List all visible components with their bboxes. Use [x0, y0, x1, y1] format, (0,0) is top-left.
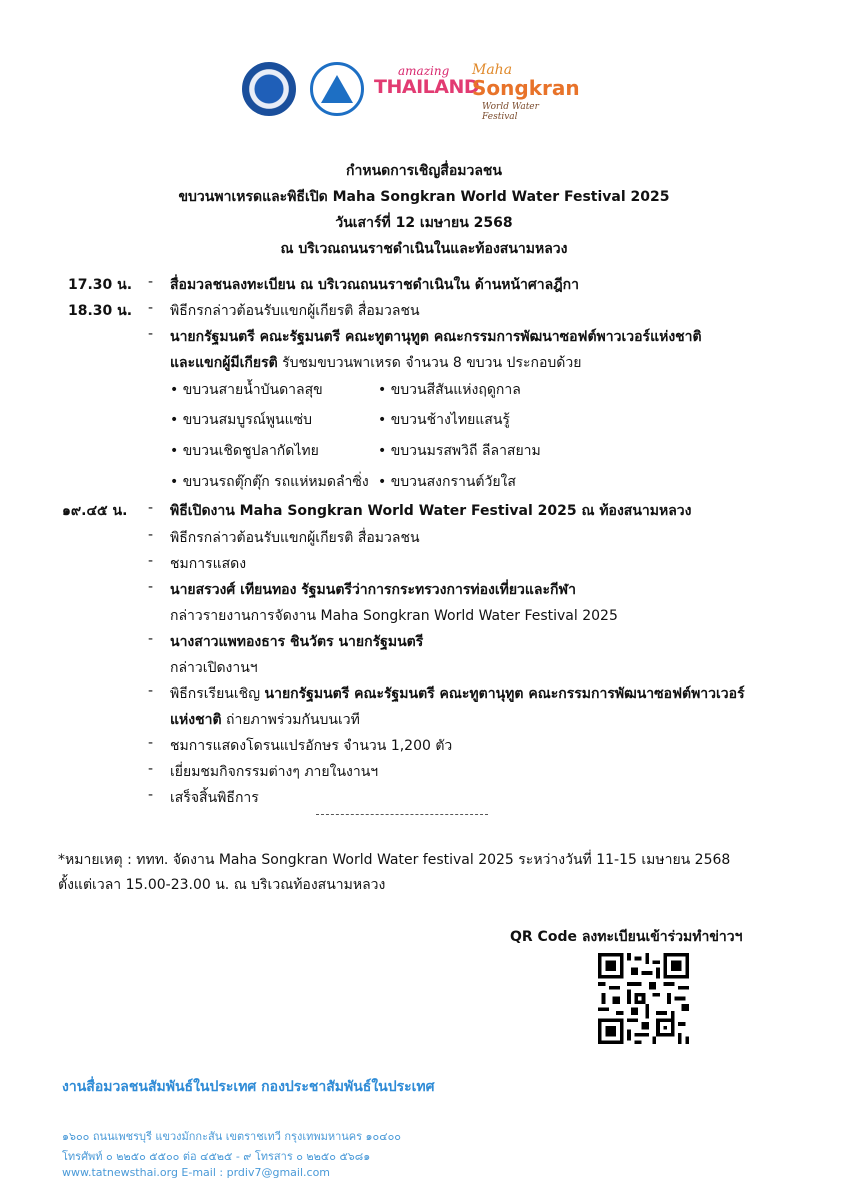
note	[58, 848, 730, 898]
schedule-item-cont: กล่าวรายงานการจัดงาน Maha Songkran World Water Festival 2025	[170, 608, 618, 624]
title-line: ขบวนพาเหรดและพิธีเปิด Maha Songkran World Water Festival 2025	[178, 189, 670, 205]
tat-logo	[310, 62, 364, 116]
schedule-item: นางสาวแพทองธาร ชินวัตร นายกรัฐมนตรี	[170, 634, 424, 650]
note-line: ตั้งแต่เวลา 15.00-23.00 น. ณ บริเวณท้องสนามหลวง	[58, 877, 386, 893]
parade-item: • ขบวนเชิดชูปลากัดไทย	[170, 443, 319, 459]
footer-address: ๑๖๐๐ ถนนเพชรบุรี แขวงมักกะสัน เขตราชเทวี กรุงเทพมหานคร ๑๐๔๐๐	[62, 1130, 401, 1143]
logo-bar	[0, 58, 848, 128]
schedule-item: พิธีกรเรียนเชิญ นายกรัฐมนตรี คณะรัฐมนตรี คณะทูตานุทูต คณะกรรมการพัฒนาซอฟต์พาวเวอร์	[170, 686, 745, 702]
document-title	[0, 158, 848, 262]
parade-item: • ขบวนมรสพวิถี ลีลาสยาม	[378, 443, 541, 459]
maha-songkran-logo: Maha Songkran World Water Festival	[472, 62, 580, 122]
amazing-thailand-logo: amazing THAILAND	[374, 64, 480, 98]
schedule-item: นายสรวงศ์ เทียนทอง รัฐมนตรีว่าการกระทรวงการท่องเที่ยวและกีฬา	[170, 582, 576, 598]
parade-item: • ขบวนสมบูรณ์พูนแซ่บ	[170, 412, 312, 428]
footer-title: งานสื่อมวลชนสัมพันธ์ในประเทศ กองประชาสัมพันธ์ในประเทศ	[62, 1079, 435, 1095]
dash: -	[148, 527, 154, 543]
divider	[316, 814, 488, 815]
dash: -	[148, 761, 154, 777]
footer-contact[interactable]: www.tatnewsthai.org E-mail : prdiv7@gmail.com	[62, 1166, 331, 1179]
schedule-item-cont: และแขกผู้มีเกียรติ รับชมขบวนพาเหรด จำนวน 8 ขบวน ประกอบด้วย	[170, 355, 582, 371]
schedule-item: พิธีกรกล่าวต้อนรับแขกผู้เกียรติ สื่อมวลชน	[170, 530, 420, 546]
dash: -	[148, 274, 154, 290]
dash: -	[148, 326, 154, 342]
government-seal-logo	[242, 62, 296, 116]
time-1730: 17.30 น.	[68, 277, 133, 293]
parade-item: • ขบวนช้างไทยแสนรู้	[378, 412, 510, 428]
schedule-item-cont: กล่าวเปิดงานฯ	[170, 660, 258, 676]
schedule-item: สื่อมวลชนลงทะเบียน ณ บริเวณถนนราชดำเนินใน ด้านหน้าศาลฎีกา	[170, 277, 579, 293]
qr-label: QR Code ลงทะเบียนเข้าร่วมทำข่าวฯ	[510, 929, 743, 945]
parade-item: • ขบวนรถตุ๊กตุ๊ก รถแห่หมดลำซิ่ง	[170, 474, 369, 490]
dash: -	[148, 631, 154, 647]
dash: -	[148, 683, 154, 699]
parade-item: • ขบวนสีสันแห่งฤดูกาล	[378, 382, 521, 398]
title-line: วันเสาร์ที่ 12 เมษายน 2568	[335, 215, 513, 231]
time-1830: 18.30 น.	[68, 303, 133, 319]
dash: -	[148, 787, 154, 803]
footer-phone: โทรศัพท์ ๐ ๒๒๕๐ ๕๕๐๐ ต่อ ๔๕๒๕ - ๙ โทรสาร ๐ ๒๒๕๐ ๕๖๘๑	[62, 1150, 371, 1163]
dash: -	[148, 300, 154, 316]
parade-item: • ขบวนสายน้ำบันดาลสุข	[170, 382, 323, 398]
schedule-item: ชมการแสดง	[170, 556, 247, 572]
note-line: *หมายเหตุ : ททท. จัดงาน Maha Songkran World Water festival 2025 ระหว่างวันที่ 11-15 เมษายน 2568	[58, 852, 731, 868]
schedule-item: เยี่ยมชมกิจกรรมต่างๆ ภายในงานฯ	[170, 764, 379, 780]
dash: -	[148, 500, 154, 516]
dash: -	[148, 735, 154, 751]
title-line: กำหนดการเชิญสื่อมวลชน	[346, 163, 502, 179]
dash: -	[148, 579, 154, 595]
title-line: ณ บริเวณถนนราชดำเนินในและท้องสนามหลวง	[280, 241, 568, 257]
time-1945: ๑๙.๔๕ น.	[62, 503, 128, 519]
schedule-item: ชมการแสดงโดรนแปรอักษร จำนวน 1,200 ตัว	[170, 738, 453, 754]
schedule-item: นายกรัฐมนตรี คณะรัฐมนตรี คณะทูตานุทูต คณะกรรมการพัฒนาซอฟต์พาวเวอร์แห่งชาติ	[170, 329, 702, 345]
schedule-item: พิธีเปิดงาน Maha Songkran World Water Festival 2025 ณ ท้องสนามหลวง	[170, 503, 692, 519]
parade-item: • ขบวนสงกรานต์วัยใส	[378, 474, 516, 490]
dash: -	[148, 553, 154, 569]
schedule-item-cont: แห่งชาติ ถ่ายภาพร่วมกันบนเวที	[170, 712, 360, 728]
schedule-item: พิธีกรกล่าวต้อนรับแขกผู้เกียรติ สื่อมวลชน	[170, 303, 420, 319]
qr-code[interactable]	[598, 953, 689, 1044]
schedule-item: เสร็จสิ้นพิธีการ	[170, 790, 259, 806]
